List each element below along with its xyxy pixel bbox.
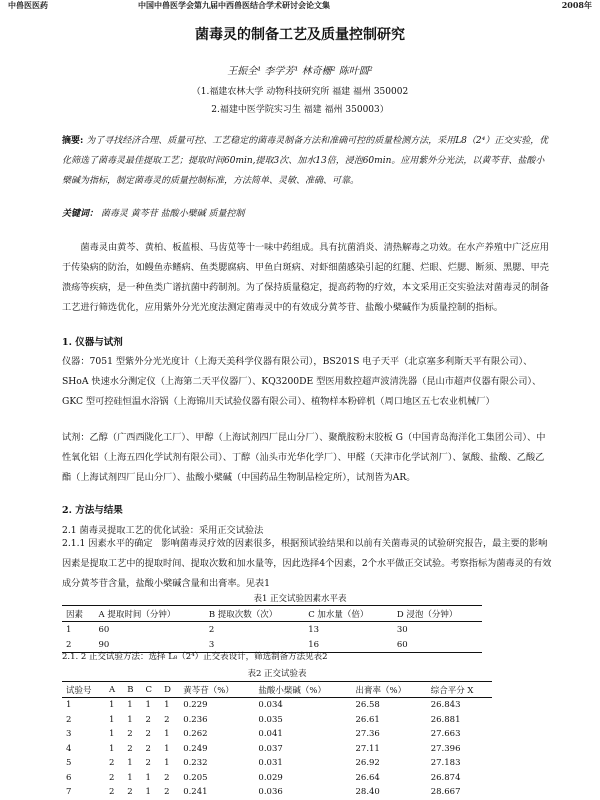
table2-header-cell: 黄芩苷（%） <box>183 685 234 696</box>
table-cell: 1 <box>109 714 115 725</box>
table2-body <box>62 698 492 800</box>
table-row <box>62 622 482 638</box>
table-cell: 0.205 <box>183 772 208 783</box>
table-cell: 0.236 <box>183 714 208 725</box>
keywords-label: 关键词： <box>62 209 99 219</box>
table-cell: 2 <box>145 714 151 725</box>
table-cell: 3 <box>66 729 72 740</box>
table2-header-cell: D <box>164 684 171 695</box>
table-row <box>62 785 492 800</box>
table-cell: 0.029 <box>258 772 283 783</box>
table-cell: 26.61 <box>355 714 380 725</box>
table-cell: 26.92 <box>355 758 380 769</box>
table-cell: 60 <box>98 624 110 635</box>
table1-header-cell: 因素 <box>66 609 84 620</box>
orthogonal-method-note: 2.1. 2 正交试验方法：选择 L₈（2⁴）正交表设计，筛选制备方法见表2 <box>62 652 328 662</box>
table-cell: 1 <box>127 758 133 769</box>
header-left: 中兽医医药 <box>8 0 48 10</box>
table-cell: 6 <box>66 772 72 783</box>
table-cell: 26.874 <box>430 772 461 783</box>
table-cell: 28.667 <box>430 787 461 798</box>
table-cell: 2 <box>66 714 72 725</box>
table-cell: 26.843 <box>430 700 461 711</box>
abstract-label: 摘要: <box>62 136 84 146</box>
table-cell: 27.36 <box>355 729 380 740</box>
table1-caption: 表1 正交试验因素水平表 <box>253 594 347 604</box>
table2-header-cell: 综合平分 X <box>430 685 474 696</box>
subsection-2-1-1 <box>62 534 552 594</box>
table-cell: 26.64 <box>355 772 380 783</box>
table2-header-cell: C <box>145 684 153 695</box>
subsection-2-1: 2.1 菌毒灵提取工艺的优化试验：采用正交试验法 <box>62 525 264 536</box>
instruments-paragraph: 仪器：7051 型紫外分光光度计（上海天美科学仪器有限公司），BS201S 电子天平（北京塞多利斯天平有限公司）、SHoA 快速水分测定仪（上海第二天平仪器厂）、KQ3200DE 型医用数控超声波清洗器（昆山市超声仪器有限公司）、GKC 型可控硅恒温水浴锅（上海锦川天试验仪器有限公司）、植物样本粉碎机（周口地区五七农业机械厂） <box>62 356 542 407</box>
affiliation-line-2: 2.福建中医学院实习生 福建 福州 350003） <box>211 105 389 115</box>
table-cell: 2 <box>127 787 133 798</box>
table-row <box>62 771 492 786</box>
table-cell: 27.663 <box>430 729 461 740</box>
header-center: 中国中兽医学会第九届中西兽医结合学术研讨会论文集 <box>138 0 330 10</box>
table2-header-cell: 试验号 <box>66 685 92 696</box>
keywords <box>62 206 552 219</box>
table-cell: 1 <box>127 700 133 711</box>
table-cell: 2 <box>109 758 115 769</box>
author-list: 王振全¹ 李学芳¹ 林奇栅² 陈叶圆² <box>227 66 373 77</box>
orthogonal-test-table <box>62 667 492 800</box>
intro-paragraph: 菌毒灵由黄芩、黄柏、板蓝根、马齿苋等十一味中药组成。具有抗菌消炎、清热解毒之功效。在水产养殖中广泛应用于传染病的防治，如鳗鱼赤鳍病、鱼类腮腐病、甲鱼白斑病、对虾细菌感染引起的红腿、烂眼、烂腮、断须、黑腮、甲壳溃疡等疾病，是一种鱼类广谱抗菌中药制剂。为了保持质量稳定，提高药物的疗效，本文采用正交实验法对菌毒灵的制备工艺进行筛选优化，应用紫外分光光度法测定菌毒灵中的有效成分黄芩苷、盐酸小檗碱作为质量控制的指标。 <box>62 242 549 313</box>
affiliation-line-1: （1.福建农林大学 动物科技研究所 福建 福州 350002 <box>191 87 409 97</box>
header-right: 2008年 <box>561 0 592 10</box>
table2-header-row <box>62 682 492 698</box>
table1-header-cell: C 加水量（倍） <box>308 609 369 620</box>
table-row <box>62 713 492 728</box>
table-cell: 2 <box>127 729 133 740</box>
table-cell: 2 <box>145 729 151 740</box>
table-cell: 1 <box>145 772 151 783</box>
table-cell: 1 <box>66 700 72 711</box>
table-row <box>62 756 492 771</box>
table-cell: 1 <box>109 729 115 740</box>
table-cell: 0.241 <box>183 787 208 798</box>
table-cell: 28.40 <box>355 787 380 798</box>
section1-heading: 1. 仪器与试剂 <box>62 337 123 348</box>
table-cell: 1 <box>109 700 115 711</box>
table2-header-cell: A <box>109 684 116 695</box>
table-cell: 1 <box>127 714 133 725</box>
table-cell: 0.249 <box>183 743 208 754</box>
table-cell: 26.881 <box>430 714 461 725</box>
table-row <box>62 727 492 742</box>
table-row <box>62 698 492 713</box>
table-row <box>62 742 492 757</box>
abstract <box>62 131 552 191</box>
subsection-2-1-1-label: 2.1.1 因素水平的确定 <box>62 538 153 549</box>
table-cell: 1 <box>145 700 151 711</box>
table-cell: 2 <box>164 714 170 725</box>
table-cell: 2 <box>145 758 151 769</box>
table-cell: 1 <box>164 700 170 711</box>
table1-header-cell: D 浸泡（分钟） <box>396 609 458 620</box>
table-cell: 0.041 <box>258 729 283 740</box>
section2-heading: 2. 方法与结果 <box>62 505 123 516</box>
table-cell: 0.036 <box>258 787 283 798</box>
table-cell: 1 <box>145 787 151 798</box>
table-cell: 13 <box>308 624 320 635</box>
table2-header-cell: 盐酸小檗碱（%） <box>258 685 326 696</box>
table-cell: 2 <box>127 743 133 754</box>
table-cell: 5 <box>66 758 72 769</box>
table-cell: 27.11 <box>355 743 380 754</box>
table-cell: 0.262 <box>183 729 208 740</box>
table-cell: 1 <box>109 743 115 754</box>
table-cell: 60 <box>396 639 408 650</box>
table-cell: 7 <box>66 787 72 798</box>
table2-caption: 表2 正交试验表 <box>247 669 307 679</box>
table-cell: 30 <box>396 624 408 635</box>
table-cell: 16 <box>308 639 320 650</box>
table-cell: 2 <box>164 787 170 798</box>
table-cell: 2 <box>145 743 151 754</box>
subsection-2-1-1-text: 影响菌毒灵疗效的因素很多，根据预试验结果和以前有关菌毒灵的试验研究报告，最主要的影响因素是提取工艺中的提取时间、提取次数和加水量等，因此选择4个因素，2个水平做正交试验。考察指标为菌毒灵的有效成分黄芩苷含量，盐酸小檗碱含量和出膏率。见表1 <box>62 538 552 589</box>
table-cell: 1 <box>164 758 170 769</box>
table-cell: 0.035 <box>258 714 283 725</box>
table-cell: 3 <box>208 639 215 650</box>
table2-header-cell: 出膏率（%） <box>355 685 407 696</box>
table-cell: 2 <box>109 772 115 783</box>
table-cell: 2 <box>66 639 72 650</box>
table-cell: 0.031 <box>258 758 283 769</box>
table-cell: 1 <box>164 729 170 740</box>
table1-header-cell: B 提取次数（次） <box>208 609 278 620</box>
table-cell: 2 <box>109 787 115 798</box>
table2-header-cell: B <box>127 684 134 695</box>
keywords-text: 菌毒灵 黄芩苷 盐酸小檗碱 质量控制 <box>100 209 245 219</box>
table-cell: 1 <box>164 743 170 754</box>
factor-level-table <box>62 605 482 653</box>
table-cell: 0.229 <box>183 700 208 711</box>
table-cell: 1 <box>66 624 72 635</box>
table-cell: 27.396 <box>430 743 461 754</box>
table-cell: 2 <box>208 624 215 635</box>
table-cell: 90 <box>98 639 110 650</box>
table1-header-cell: A 提取时间（分钟） <box>98 609 176 620</box>
table1-header-row <box>62 606 482 622</box>
table-cell: 0.034 <box>258 700 283 711</box>
table-cell: 26.58 <box>355 700 380 711</box>
paper-title: 菌毒灵的制备工艺及质量控制研究 <box>195 27 405 43</box>
abstract-text: 为了寻找经济合理、质量可控、工艺稳定的菌毒灵制备方法和准确可控的质量检测方法，采用L8（2⁴）正交实验，优化筛选了菌毒灵最佳提取工艺；提取时间60min,提取3次、加水13倍，浸泡60min。应用紫外分光法，以黄芩苷、盐酸小檗碱为指标，制定菌毒灵的质量控制标准，方法简单、灵敏、准确、可靠。 <box>62 136 549 186</box>
running-header <box>8 0 592 10</box>
table-cell: 2 <box>164 772 170 783</box>
table-cell: 4 <box>66 743 72 754</box>
table-cell: 1 <box>127 772 133 783</box>
table-cell: 0.037 <box>258 743 283 754</box>
table-cell: 27.183 <box>430 758 461 769</box>
table-cell: 0.232 <box>183 758 208 769</box>
reagents-paragraph: 试剂：乙醇（广西西陇化工厂）、甲醇（上海试剂四厂昆山分厂）、聚酰胺粉末胶板 G（中国青岛海洋化工集团公司）、中性氧化铝（上海五四化学试剂有限公司）、丁醇（汕头市光华化学厂）、甲醛（天津市化学试剂厂）、氯酸、盐酸、乙酸乙酯（上海试剂四厂昆山分厂）、盐酸小檗碱（中国药品生物制品检定所），试剂皆为AR。 <box>62 432 546 483</box>
